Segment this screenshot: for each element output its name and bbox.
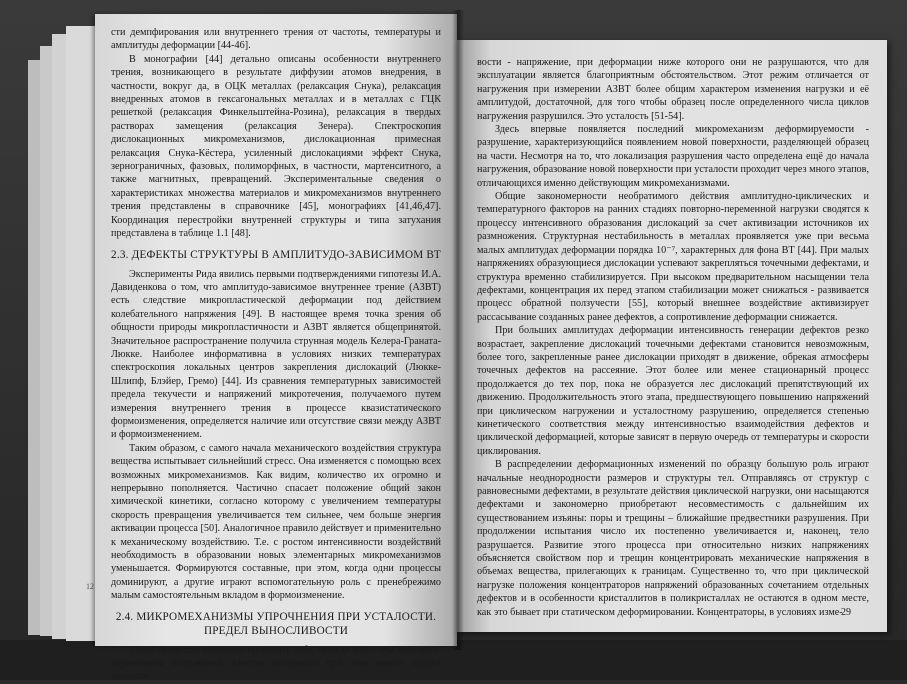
paragraph: Таким образом, с самого начала механического воздействия структура вещества испытывает сильнейший стресс. Она изменяется с помощью всех возможных микромеханизмов. Как видим, количество их огромно и непрерывно пополняется. Частично спасает положение общий закон химической кинетики, согласно которому с увеличением температуры скорость превращения увеличивается тем сильнее, чем больше энергия активации процесса [50]. Аналогичное правило действует и применительно к механическому воздействию. Т.е. с ростом интенсивности воздействий необходимость в образовании новых элементарных микромеханизмов уменьшается. Формируются составные, при этом, когда одни процессы доминируют, а другие играют вспомогательную роль с пренебрежимо малым самостоятельным вкладом в формоизменение. xyxy=(111,442,441,602)
paragraph: Здесь впервые появляется последний микромеханизм деформируемости - разрушение, характеризующийся появлением новой поверхности, разделяющей образец на части. Несмотря на то, что локализация разрушения часто определена ещё до начала нагружения, образование новой поверхности при усталости проходит через много этапов, отличающихся именно действующим микромеханизмами. xyxy=(477,124,869,189)
left-page-text xyxy=(111,26,441,684)
left-page xyxy=(95,14,457,683)
right-page xyxy=(457,40,887,632)
paragraph: Эксперименты Рида явились первыми подтверждениями гипотезы И.А. Давиденкова о том, что амплитудо-зависимое внутреннее трение (АЗВТ) есть следствие микропластической деформации под действием колебательного напряжения [49]. В настоящее время точка зрения об общности природы микропластичности и АЗВТ является общепринятой. Значительное распространение получила струнная модель Келера-Граната-Люкке. Наиболее информативна в условиях низких температурах спектроскопия локальных центров закрепления дислокаций (Люкке-Шлипф, Блэйер, Гремо) [44]. Из сравнения температурных зависимостей предела текучести и напряжений микротечения, получаемого путем измерения внутреннего трения в процессе квазистатического формоизменения, определяется наличие или отсутствие связи между АЗВТ и формоизменением. xyxy=(111,268,441,441)
paragraph: сти демпфирования или внутреннего трения от частоты, температуры и амплитуды деформации [44-46]. xyxy=(111,27,441,52)
right-page-text xyxy=(477,56,869,619)
section-heading: 2.3. ДЕФЕКТЫ СТРУКТУРЫ В АМПЛИТУДО-ЗАВИСИМОМ ВТ xyxy=(111,248,441,261)
paragraph: В монографии [44] детально описаны особенности внутреннего трения, возникающего в результате диффузии атомов внедрения, в частности, вокруг да, в ОЦК металлах (релаксация Снука), релаксация внедренных атомов в гексагональных металлах и в металлах с ГЦК решеткой (релаксация Финкельштейна-Розина), релаксация в твердых растворах замещения (релаксация Зенера). Спектроскопия дислокационных микромеханизмов, дислокационная примесная релаксация Снука-Кёстера, усиленный дислокациями эффект Снука, зернограничных, фазовых, полиморфных, в частности, мартенситного, а также магнитных, превращений. Экспериментальные сведения о характеристиках множества материалов и микромеханизмов внутреннего трения представлены в справочнике [45], монографиях [41,46,47]. Координация перестройки внутренней структуры и типа затухания представлена в таблице 1.1 [48]. xyxy=(111,53,441,240)
paragraph: Общие закономерности необратимого действия амплитудно-циклических и температурного факторов на ранних стадиях повторно-переменной нагрузки сводятся к процессу интенсивного образования дислокаций за счет активизации источников их размножения. Структурная нестабильность в металлах проявляется уже при весьма малых амплитудах деформации порядка 10⁻⁷, характерных для фона ВТ [44]. При малых напряжениях образующиеся дислокации успевают закрепляться точечными дефектами, и структура временно стабилизируется. При высоком предварительном насыщении тела дефектами, концентрация их перед этапом стабилизации может снижаться - развивается процесс обратной ползучести [55], который внешнее воздействие активизирует рассасывание созданных ранее дефектов, а сопротивление деформации снижается. xyxy=(477,191,869,323)
section-heading: 2.4. МИКРОМЕХАНИЗМЫ УПРОЧНЕНИЯ ПРИ УСТАЛОСТИ. ПРЕДЕЛ ВЫНОСЛИВОСТИ xyxy=(115,610,437,637)
edge-page-number: 12 xyxy=(86,582,94,591)
paragraph: вости - напряжение, при деформации ниже которого они не разрушаются, что для эксплуатации является благоприятным обстоятельством. Этот режим отличается от нагружения при измерении АЗВТ более общим характером изменения нагрузки и её амплитудой, достаточной, для того чтобы образец после определенного числа циклов нагружения разрушился. Это усталость [51-54]. xyxy=(477,57,869,122)
book-gutter xyxy=(452,10,464,650)
page-number: 29 xyxy=(841,607,851,618)
paragraph: Такие процессы начинают проявлять себя, прежде всего при повторно-переменном нагружении. Многие материалы при этом имеют предел выносли- xyxy=(111,644,441,683)
paragraph: При больших амплитудах деформации интенсивность генерации дефектов резко возрастает, закрепление дислокаций точечными дефектами становится невозможным, более того, закрепленные ранее дислокации приходят в движение, обрекая атмосферы точечных дефектов на рассеяние. Этот более или менее стационарный процесс продолжается до тех пор, пока не образуется лес дислокаций препятствующий их движению. Продолжительность этого этапа, предшествующего повышению напряжений при циклическом нагружении и усталостному разрушению, определяется степенью кинетического соответствия между интенсивностью взаимодействия дефектов и циклической деформацией, которые зависят в первую очередь от температуры и скорости циклирования. xyxy=(477,325,869,457)
paragraph: В распределении деформационных изменений по образцу большую роль играют начальные неоднородности размеров и структуры тел. Отправляясь от структур с равновесными дефектами, в результате действия циклической нагрузки, они насыщаются дефектами и закономерно приобретают несовместимость с дальнейшим их существованием изъяны: поры и трещины – ближайшие предвестники разрушения. При продолжении испытания число их постепенно увеличивается и, наконец, тело разрушается. Развитие этого процесса при относительно низких напряжениях объясняется свойством пор и трещин концентрировать механические напряжения в объемах вещества, прилегающих к границам. Существенно то, что при циклической нагрузке положения концентраторов напряжений образованных сочетанием отдельных дефектов и в особенности кристаллитов в поликристаллах не остаются в одном месте, как это бывает при статическом деформировании. Концентраторы, в условиях изме- xyxy=(477,459,869,618)
